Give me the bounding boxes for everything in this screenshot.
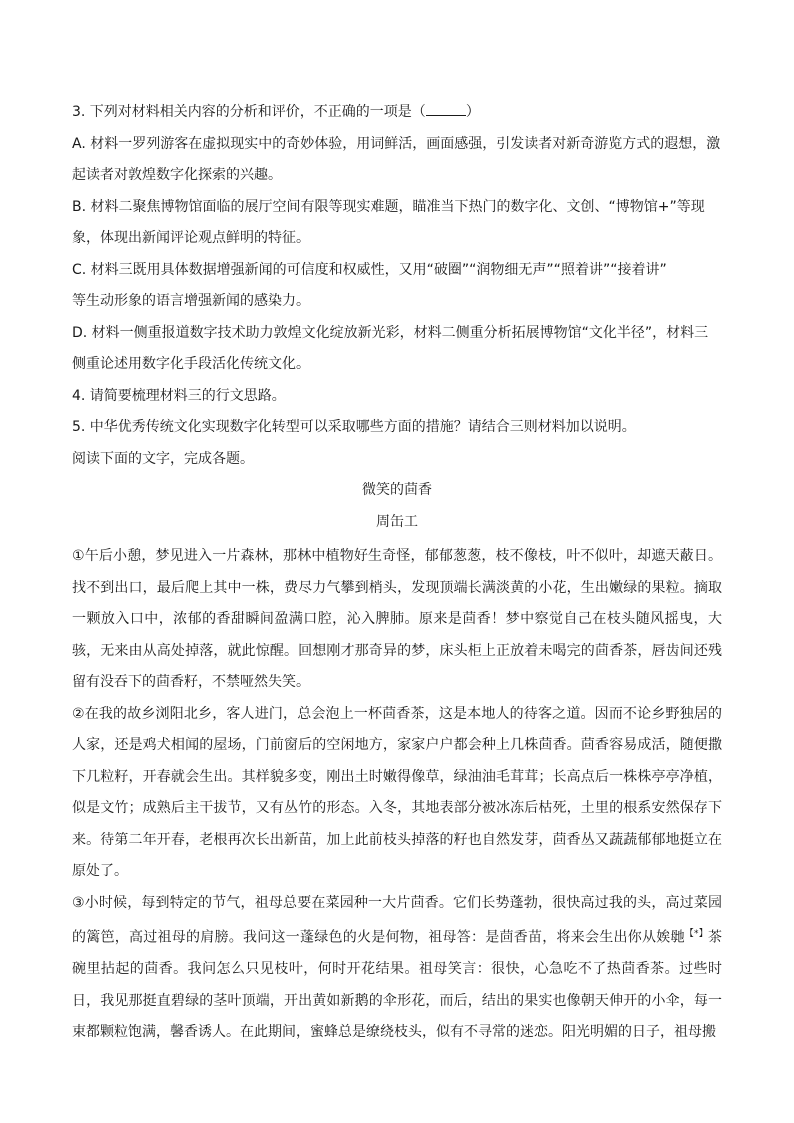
- option-b-line2: 象，体现出新闻评论观点鲜明的特征。: [72, 230, 310, 246]
- option-b-line1: B. 材料二聚焦博物馆面临的展厅空间有限等现实难题，瞄准当下热门的数字化、文创、“博物馆+”等现: [72, 198, 705, 215]
- question-3-stem: [72, 100, 722, 124]
- footnote-marker: 【*】: [684, 929, 708, 939]
- article-author: 周缶工: [376, 513, 418, 530]
- article-paragraph-2: ②在我的故乡浏阳北乡，客人进门，总会泡上一杯茴香茶，这是本地人的待客之道。因而不论乡野独居的人家，还是鸡犬相闻的屋场，门前窗后的空闲地方，家家户户都会种上几株茴香。茴香容易成活，随便撒下几粒籽，开春就会生出。其样貌多变，刚出土时嫩得像草，绿油油毛茸茸；长高点后一株株亭亭净植，似是文竹；成熟后主干拔节，又有丛竹的形态。入冬，其地表部分被冰冻后枯死，土里的根系安然保存下来。待第二年开春，老根再次长出新苗，加上此前枝头掉落的籽也自然发芽，茴香丛又蔬蔬郁郁地挺立在原处了。: [72, 705, 722, 879]
- question-3-text: 3. 下列对材料相关内容的分析和评价，不正确的一项是（: [72, 104, 426, 120]
- paragraph-3-text-end: 茶碗里拈起的茴香。我问怎么只见枝叶，何时开花结果。祖母笑言：很快，心急吃不了热茴香茶。过些时日，我见那挺直碧绿的茎叶顶端，开出黄如新鹅的伞形花，而后，结出的果实也像朝天伸开的小伞，每一束都颗粒饱满，馨香诱人。在此期间，蜜蜂总是缭绕枝头，似有不寻常的迷恋。阳光明媚的日子，祖母搬: [72, 929, 722, 1041]
- option-a-line2: 起读者对敦煌数字化探索的兴趣。: [72, 167, 282, 183]
- option-c-line1: C. 材料三既用具体数据增强新闻的可信度和权威性，又用“破圈”“润物细无声”“照着讲”“接着讲”: [72, 261, 667, 278]
- question-4: 4. 请简要梳理材料三的行文思路。: [72, 387, 286, 404]
- reading-instruction: 阅读下面的文字，完成各题。: [72, 450, 254, 467]
- question-5: 5. 中华优秀传统文化实现数字化转型可以采取哪些方面的措施？请结合三则材料加以说明。: [72, 419, 636, 435]
- article-paragraph-3: [72, 888, 722, 1049]
- option-c-line2: 等生动形象的语言增强新闻的感染力。: [72, 293, 310, 309]
- answer-blank[interactable]: [426, 101, 466, 116]
- option-a-line1: A. 材料一罗列游客在虚拟现实中的奇妙体验，用词鲜活，画面感强，引发读者对新奇游览方式的遐想，激: [72, 135, 721, 152]
- paragraph-3-text-start: ③小时候，每到特定的节气，祖母总要在菜园种一大片茴香。它们长势蓬勃，很快高过我的头，高过菜园的篱笆，高过祖母的肩膀。我问这一蓬绿色的火是何物，祖母答：是茴香苗，将来会生出你从娭毑: [72, 894, 722, 946]
- article-title: 微笑的茴香: [362, 482, 432, 498]
- question-3-close: ）: [465, 104, 480, 120]
- article-paragraph-1: ①午后小憩，梦见进入一片森林，那林中植物好生奇怪，郁郁葱葱，枝不像枝，叶不似叶，却遮天蔽日。找不到出口，最后爬上其中一株，费尽力气攀到梢头，发现顶端长满淡黄的小花，生出嫩绿的果粒。摘取一颗放入口中，浓郁的香甜瞬间盈满口腔，沁入脾肺。原来是茴香！梦中察觉自己在枝头随风摇曳，大骇，无来由从高处掉落，就此惊醒。回想刚才那奇异的梦，床头柜上正放着未喝完的茴香茶，唇齿间还残留有没吞下的茴香籽，不禁哑然失笑。: [72, 548, 722, 690]
- option-d-line2: 侧重论述用数字化手段活化传统文化。: [72, 356, 310, 372]
- option-d-line1: D. 材料一侧重报道数字技术助力敦煌文化绽放新光彩，材料二侧重分析拓展博物馆“文化半径”，材料三: [72, 324, 709, 341]
- document-page: [72, 100, 722, 1049]
